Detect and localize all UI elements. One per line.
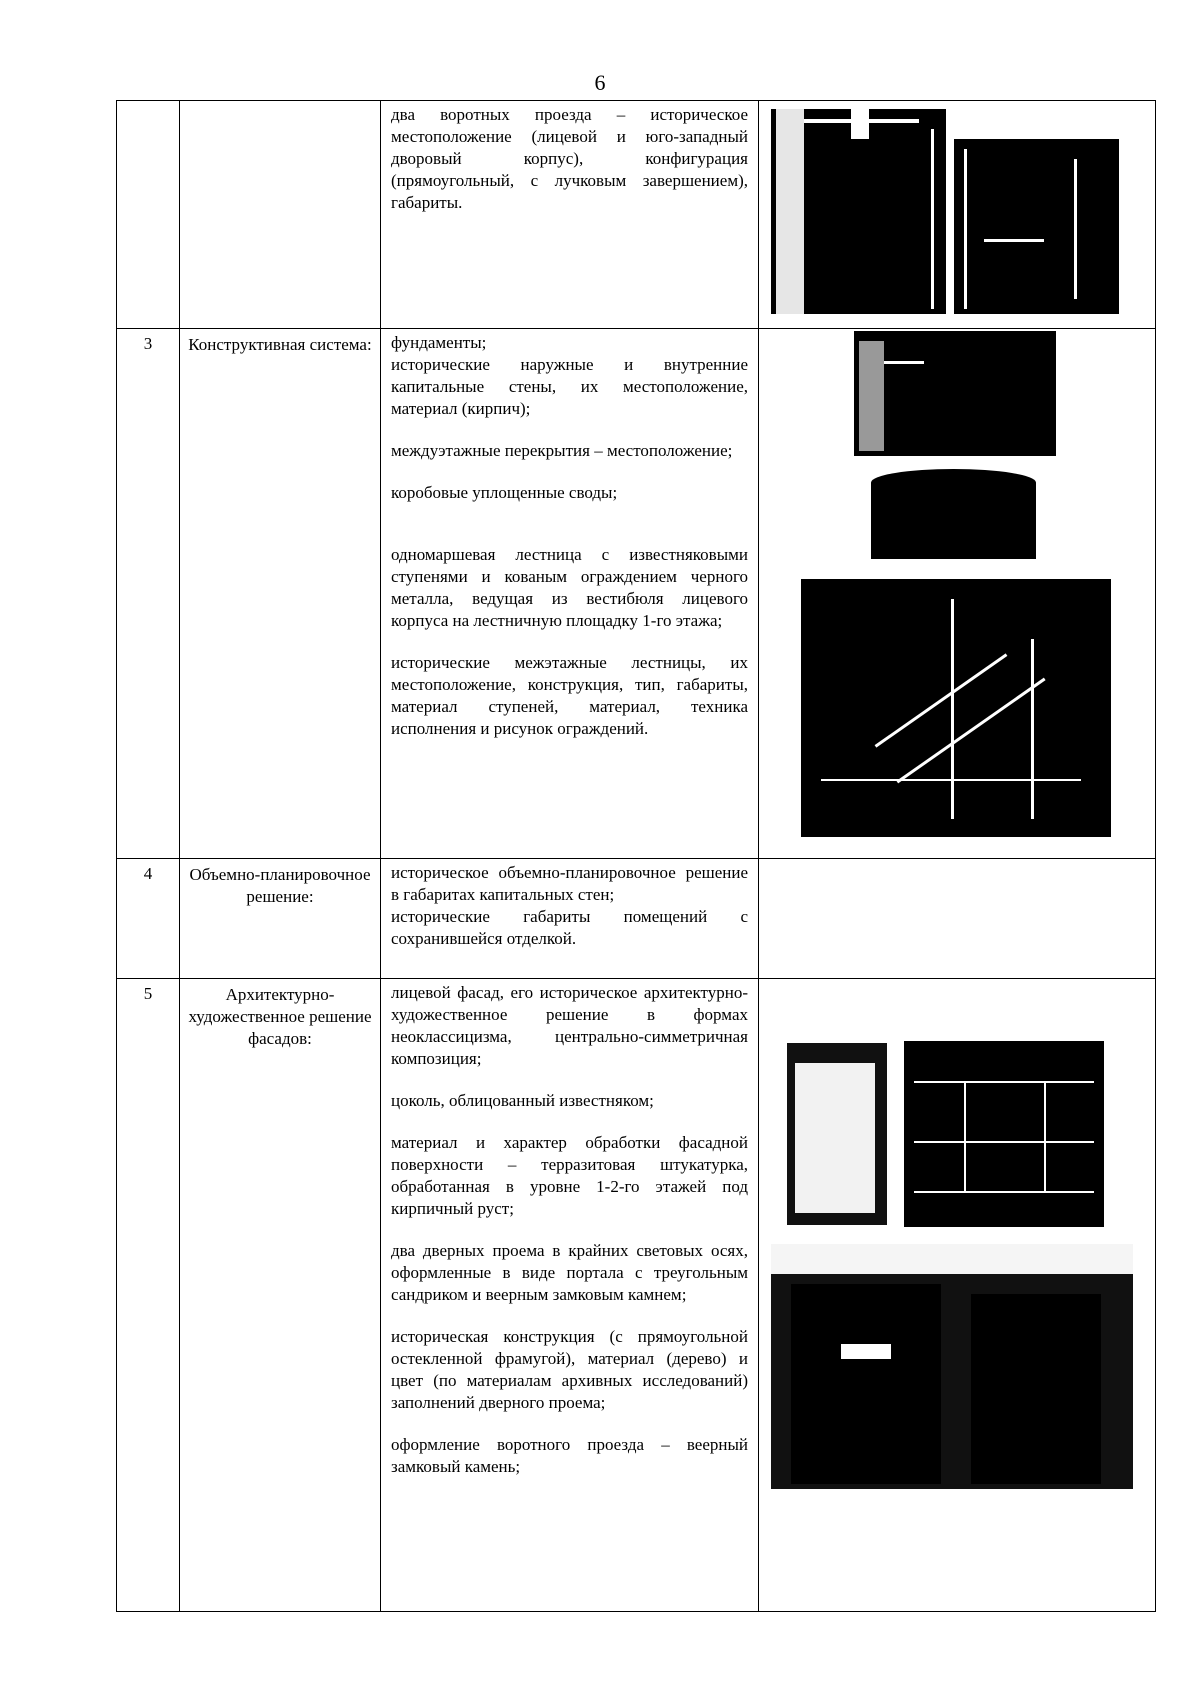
plinth-photo bbox=[787, 1043, 887, 1225]
portal-photo bbox=[771, 1244, 1133, 1489]
photo-cell bbox=[759, 979, 1156, 1612]
row-number bbox=[117, 101, 180, 329]
description-paragraph: цоколь, облицованный известняком; bbox=[391, 1091, 654, 1110]
table-row bbox=[117, 101, 1156, 329]
description-paragraph: материал и характер обработки фасадной поверхности – терразитовая штукатурка, обработанная в уровне 1-2-го этажей под кирпичный руст; bbox=[391, 1133, 748, 1218]
row-name bbox=[180, 101, 381, 329]
photo-cell bbox=[759, 101, 1156, 329]
row-description bbox=[381, 329, 759, 859]
description-paragraph: лицевой фасад, его историческое архитектурно-художественное решение в формах неоклассицизма, центрально-симметричная композиция; bbox=[391, 983, 748, 1068]
row-number: 5 bbox=[117, 979, 180, 1612]
row-number: 3 bbox=[117, 329, 180, 859]
description-paragraph: историческая конструкция (с прямоугольной остекленной фрамугой), материал (дерево) и цвет (по материалам архивных исследований) заполнений дверного проема; bbox=[391, 1327, 748, 1412]
description-paragraph: фундаменты; bbox=[391, 333, 487, 352]
staircase-photo bbox=[801, 579, 1111, 837]
description-paragraph: два воротных проезда – историческое местоположение (лицевой и юго-западный дворовый корпус), конфигурация (прямоугольный, с лучковым завершением), габариты. bbox=[391, 105, 748, 212]
page-number: 6 bbox=[594, 70, 606, 95]
description-paragraph: историческое объемно-планировочное решение в габаритах капитальных стен; bbox=[391, 863, 748, 904]
row-name: Объемно-планировочное решение: bbox=[180, 859, 381, 979]
gate-passage-photo bbox=[954, 139, 1119, 314]
table-row bbox=[117, 329, 1156, 859]
row-name: Конструктивная система: bbox=[180, 329, 381, 859]
photo-cell bbox=[759, 859, 1156, 979]
table-row bbox=[117, 979, 1156, 1612]
vault-photo bbox=[871, 469, 1036, 559]
description-paragraph: оформление воротного проезда – веерный замковый камень; bbox=[391, 1435, 748, 1476]
row-name: Архитектурно-художественное решение фасадов: bbox=[180, 979, 381, 1612]
wall-photo bbox=[854, 331, 1056, 456]
description-paragraph: исторические габариты помещений с сохранившейся отделкой. bbox=[391, 907, 748, 948]
protected-items-table bbox=[116, 100, 1156, 1612]
row-number: 4 bbox=[117, 859, 180, 979]
description-paragraph: исторические наружные и внутренние капитальные стены, их местоположение, материал (кирпич); bbox=[391, 355, 748, 418]
facade-rustication-photo bbox=[904, 1041, 1104, 1227]
description-paragraph: два дверных проема в крайних световых осях, оформленные в виде портала с треугольным сандриком и веерным замковым камнем; bbox=[391, 1241, 748, 1304]
row-description bbox=[381, 101, 759, 329]
photo-cell bbox=[759, 329, 1156, 859]
gate-arch-photo bbox=[771, 109, 946, 314]
row-description bbox=[381, 859, 759, 979]
description-paragraph: междуэтажные перекрытия – местоположение; bbox=[391, 441, 733, 460]
description-paragraph: исторические межэтажные лестницы, их местоположение, конструкция, тип, габариты, материал ступеней, материал, техника исполнения и рисунок ограждений. bbox=[391, 653, 748, 738]
table-row bbox=[117, 859, 1156, 979]
row-description bbox=[381, 979, 759, 1612]
description-paragraph: одномаршевая лестница с известняковыми ступенями и кованым ограждением черного металла, ведущая из вестибюля лицевого корпуса на лестничную площадку 1-го этажа; bbox=[391, 545, 748, 630]
description-paragraph: коробовые уплощенные своды; bbox=[391, 483, 618, 502]
